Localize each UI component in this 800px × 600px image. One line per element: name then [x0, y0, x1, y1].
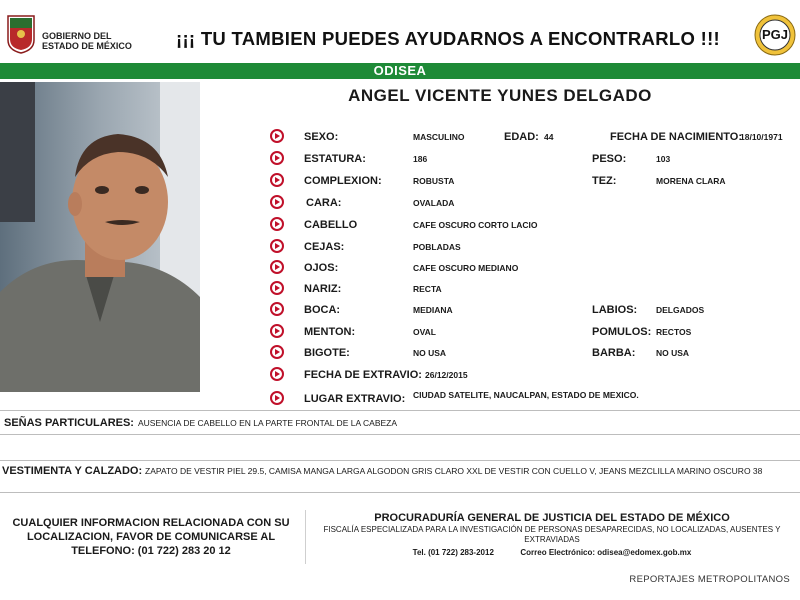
label-cabello: CABELLO	[304, 219, 358, 231]
label-fecha-extravio: FECHA DE EXTRAVIO:	[304, 369, 422, 381]
arrow-right-icon	[270, 367, 284, 381]
label-bigote: BIGOTE:	[304, 347, 350, 359]
value-barba: NO USA	[656, 348, 690, 358]
arrow-right-icon	[270, 239, 284, 253]
value-cara: OVALADA	[413, 198, 455, 208]
arrow-right-icon	[270, 281, 284, 295]
value-fecha-nacimiento: 18/10/1971	[740, 132, 783, 142]
label-labios: LABIOS:	[592, 304, 638, 316]
value-sexo: MASCULINO	[413, 132, 465, 142]
label-estatura: ESTATURA:	[304, 153, 366, 165]
value-lugar-extravio: CIUDAD SATELITE, NAUCALPAN, ESTADO DE MEXICO.	[413, 390, 639, 400]
label-tez: TEZ:	[592, 175, 617, 187]
label-cejas: CEJAS:	[304, 241, 345, 253]
arrow-right-icon	[270, 129, 284, 143]
label-fecha-nacimiento: FECHA DE NACIMIENTO:	[610, 131, 742, 143]
pgj-logo	[754, 14, 796, 56]
label-vestimenta: VESTIMENTA Y CALZADO:	[2, 465, 143, 477]
procuraduria-contact	[322, 548, 782, 557]
value-vestimenta: ZAPATO DE VESTIR PIEL 29.5, CAMISA MANGA LARGA ALGODON GRIS CLARO XXL DE VESTIR CON CUELLO V, JEANS MEZCLILLA MARINO OSCURO 38	[145, 466, 763, 476]
arrow-right-icon	[270, 391, 284, 405]
label-sexo: SEXO:	[304, 131, 339, 143]
arrow-right-icon	[270, 260, 284, 274]
divider	[0, 460, 800, 461]
procuraduria-title: PROCURADURÍA GENERAL DE JUSTICIA DEL ESTADO DE MÉXICO	[374, 512, 730, 524]
label-boca: BOCA:	[304, 304, 341, 316]
label-complexion: COMPLEXION:	[304, 175, 382, 187]
value-fecha-extravio: 26/12/2015	[425, 370, 468, 380]
government-label	[42, 31, 132, 51]
divider	[0, 410, 800, 411]
value-edad: 44	[544, 132, 554, 142]
value-menton: OVAL	[413, 327, 436, 337]
value-nariz: RECTA	[413, 284, 442, 294]
value-tez: MORENA CLARA	[656, 176, 726, 186]
person-name: ANGEL VICENTE YUNES DELGADO	[348, 86, 652, 105]
state-seal-icon	[6, 14, 36, 54]
arrow-right-icon	[270, 302, 284, 316]
odisea-label: ODISEA	[373, 63, 427, 78]
gov-line-2: ESTADO DE MÉXICO	[42, 41, 132, 51]
value-peso: 103	[656, 154, 671, 164]
gov-line-1: GOBIERNO DEL	[42, 31, 112, 41]
slogan-heading: ¡¡¡ TU TAMBIEN PUEDES AYUDARNOS A ENCONTRARLO !!!	[176, 28, 720, 49]
arrow-right-icon	[270, 345, 284, 359]
value-cabello: CAFE OSCURO CORTO LACIO	[413, 220, 538, 230]
divider	[0, 434, 800, 435]
value-bigote: NO USA	[413, 348, 447, 358]
label-lugar-extravio: LUGAR EXTRAVIO:	[304, 393, 406, 405]
contact-line-2: LOCALIZACION, FAVOR DE COMUNICARSE AL	[26, 531, 276, 543]
label-pomulos: POMULOS:	[592, 326, 652, 338]
label-edad: EDAD:	[504, 131, 539, 143]
fiscalia-subtitle: FISCALÍA ESPECIALIZADA PARA LA INVESTIGACIÓN DE PERSONAS DESAPARECIDAS, NO LOCALIZADAS, AUSENTES Y EXTRAVIADAS	[323, 525, 781, 544]
label-menton: MENTON:	[304, 326, 356, 338]
divider	[0, 492, 800, 493]
pgj-logo-text: PGJ	[761, 27, 788, 42]
procuraduria-tel: Tel. (01 722) 283-2012	[412, 548, 494, 557]
arrow-right-icon	[270, 217, 284, 231]
value-complexion: ROBUSTA	[413, 176, 455, 186]
arrow-right-icon	[270, 173, 284, 187]
procuraduria-email: Correo Electrónico: odisea@edomex.gob.mx	[520, 548, 692, 557]
arrow-right-icon	[270, 151, 284, 165]
footer-divider	[305, 510, 306, 564]
source-credit: REPORTAJES METROPOLITANOS	[629, 574, 790, 585]
value-pomulos: RECTOS	[656, 327, 692, 337]
value-cejas: POBLADAS	[413, 242, 461, 252]
label-barba: BARBA:	[592, 347, 636, 359]
value-senas: AUSENCIA DE CABELLO EN LA PARTE FRONTAL DE LA CABEZA	[138, 418, 398, 428]
contact-info	[6, 516, 296, 558]
value-labios: DELGADOS	[656, 305, 705, 315]
value-estatura: 186	[413, 154, 428, 164]
label-ojos: OJOS:	[304, 262, 339, 274]
arrow-right-icon	[270, 195, 284, 209]
arrow-right-icon	[270, 324, 284, 338]
missing-person-photo	[0, 82, 200, 392]
label-nariz: NARIZ:	[304, 283, 342, 295]
value-ojos: CAFE OSCURO MEDIANO	[413, 263, 519, 273]
value-boca: MEDIANA	[413, 305, 453, 315]
contact-line-3: TELEFONO: (01 722) 283 20 12	[71, 545, 231, 557]
label-senas: SEÑAS PARTICULARES:	[4, 417, 134, 429]
label-cara: CARA:	[306, 197, 342, 209]
contact-line-1: CUALQUIER INFORMACION RELACIONADA CON SU	[12, 517, 290, 529]
label-peso: PESO:	[592, 153, 627, 165]
